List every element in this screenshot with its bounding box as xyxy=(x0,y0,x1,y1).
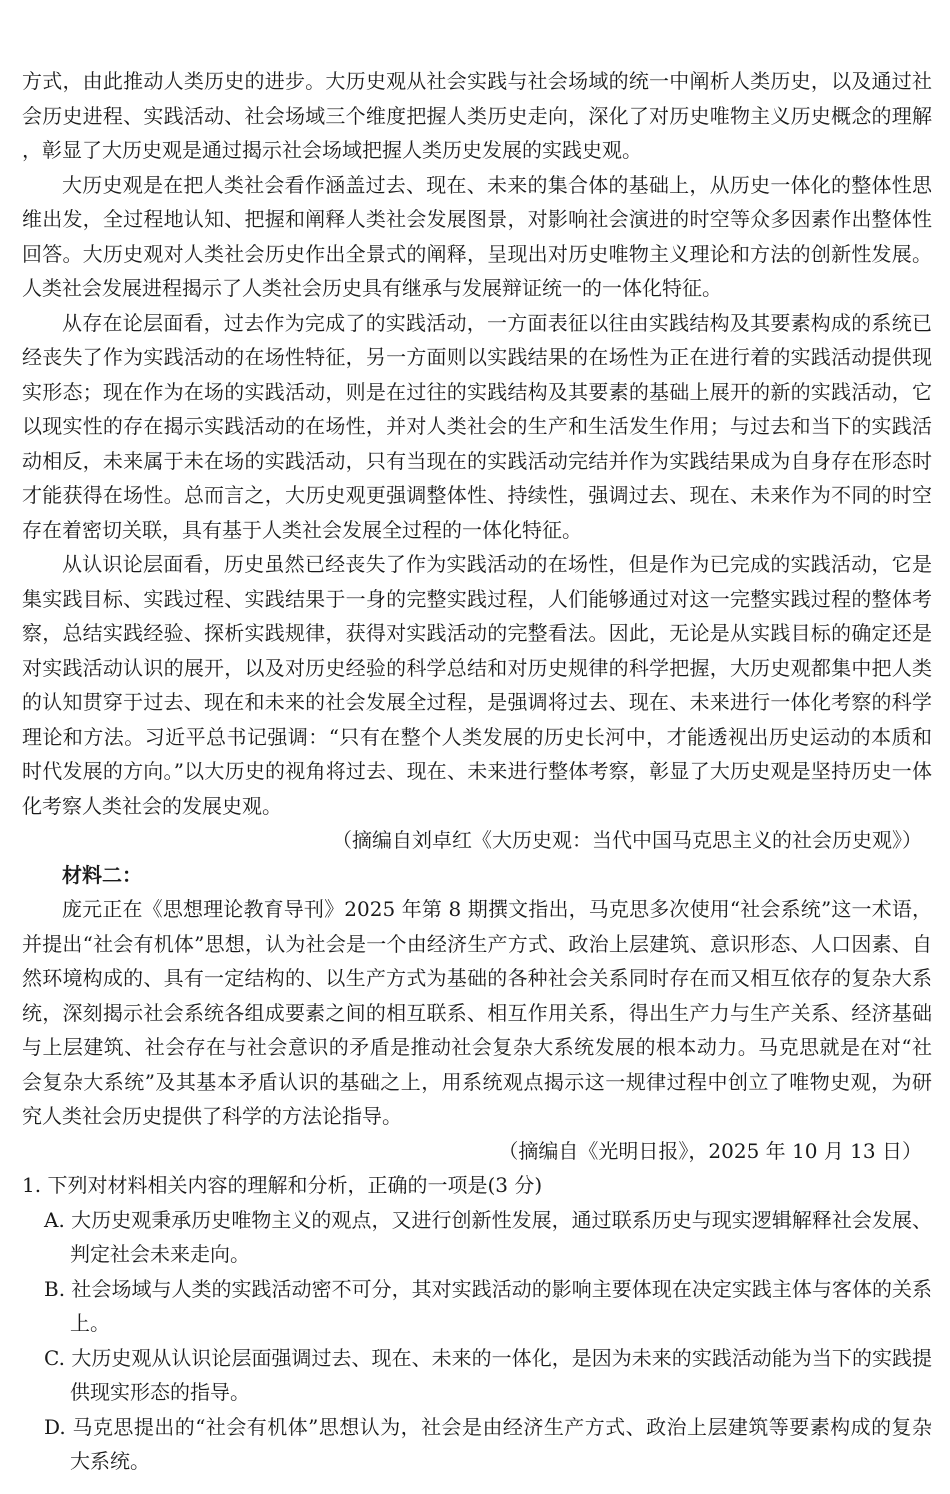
material-two-source: （摘编自《光明日报》，2025 年 10 月 13 日） xyxy=(498,1138,922,1163)
question-1-option-c: C. 大历史观从认识论层面强调过去、现在、未来的一体化，是因为未来的实践活动能为当下的实践提供现实形态的指导。 xyxy=(44,1345,932,1404)
material-one-paragraph-4: 从认识论层面看，历史虽然已经丧失了作为实践活动的在场性，但是作为已完成的实践活动，它是集实践目标、实践过程、实践结果于一身的完整实践过程，人们能够通过对这一完整实践过程的整体考察，总结实践经验、探析实践规律，获得对实践活动的完整看法。因此，无论是从实践目标的确定还是对实践活动认识的展开，以及对历史经验的科学总结和对历史规律的科学把握，大历史观都集中把人类的认知贯穿于过去、现在和未来的社会发展全过程，是强调将过去、现在、未来进行一体化考察的科学理论和方法。习近平总书记强调：“只有在整个人类发展的历史长河中，才能透视出历史运动的本质和时代发展的方向。”以大历史的视角将过去、现在、未来进行整体考察，彰显了大历史观是坚持历史一体化考察人类社会的发展史观。 xyxy=(22,552,932,818)
material-one-paragraph-1: 方式，由此推动人类历史的进步。大历史观从社会实践与社会场域的统一中阐析人类历史，以及通过社会历史进程、实践活动、社会场域三个维度把握人类历史走向，深化了对历史唯物主义历史概念的理解，彰显了大历史观是通过揭示社会场域把握人类历史发展的实践史观。 xyxy=(22,69,932,162)
material-one-paragraph-2: 大历史观是在把人类社会看作涵盖过去、现在、未来的集合体的基础上，从历史一体化的整体性思维出发，全过程地认知、把握和阐释人类社会发展图景，对影响社会演进的时空等众多因素作出整体性回答。大历史观对人类社会历史作出全景式的阐释，呈现出对历史唯物主义理论和方法的创新性发展。人类社会发展进程揭示了人类社会历史具有继承与发展辩证统一的一体化特征。 xyxy=(22,172,932,300)
exam-page xyxy=(22,64,932,1479)
material-one-source: （摘编自刘卓红《大历史观：当代中国马克思主义的社会历史观》） xyxy=(332,828,922,852)
material-one-paragraph-3: 从存在论层面看，过去作为完成了的实践活动，一方面表征以往由实践结构及其要素构成的系统已经丧失了作为实践活动的在场性特征，另一方面则以实践结果的在场性为正在进行着的实践活动提供现实形态；现在作为在场的实践活动，则是在过往的实践结构及其要素的基础上展开的新的实践活动，它以现实性的存在揭示实践活动的在场性，并对人类社会的生产和生活发生作用；与过去和当下的实践活动相反，未来属于未在场的实践活动，只有当现在的实践活动完结并作为实践结果成为自身存在形态时才能获得在场性。总而言之，大历史观更强调整体性、持续性，强调过去、现在、未来作为不同的时空存在着密切关联，具有基于人类社会发展全过程的一体化特征。 xyxy=(22,310,932,542)
material-two-paragraph-1: 庞元正在《思想理论教育导刊》2025 年第 8 期撰文指出，马克思多次使用“社会系统”这一术语，并提出“社会有机体”思想，认为社会是一个由经济生产方式、政治上层建筑、意识形态、人口因素、自然环境构成的、具有一定结构的、以生产方式为基础的各种社会关系同时存在而又相互依存的复杂大系统，深刻揭示社会系统各组成要素之间的相互联系、相互作用关系，得出生产力与生产关系、经济基础与上层建筑、社会存在与社会意识的矛盾是推动社会复杂大系统发展的根本动力。马克思就是在对“社会复杂大系统”及其基本矛盾认识的基础之上，用系统观点揭示这一规律过程中创立了唯物史观，为研究人类社会历史提供了科学的方法论指导。 xyxy=(22,897,932,1128)
question-1-option-a: A. 大历史观秉承历史唯物主义的观点，又进行创新性发展，通过联系历史与现实逻辑解释社会发展、判定社会未来走向。 xyxy=(44,1207,932,1266)
question-1-option-d: D. 马克思提出的“社会有机体”思想认为，社会是由经济生产方式、政治上层建筑等要素构成的复杂大系统。 xyxy=(44,1414,932,1473)
question-1-option-b: B. 社会场域与人类的实践活动密不可分，其对实践活动的影响主要体现在决定实践主体与客体的关系上。 xyxy=(44,1276,932,1335)
question-1-stem: 1. 下列对材料相关内容的理解和分析，正确的一项是(3 分) xyxy=(22,1173,543,1197)
material-two-heading: 材料二： xyxy=(62,862,142,887)
